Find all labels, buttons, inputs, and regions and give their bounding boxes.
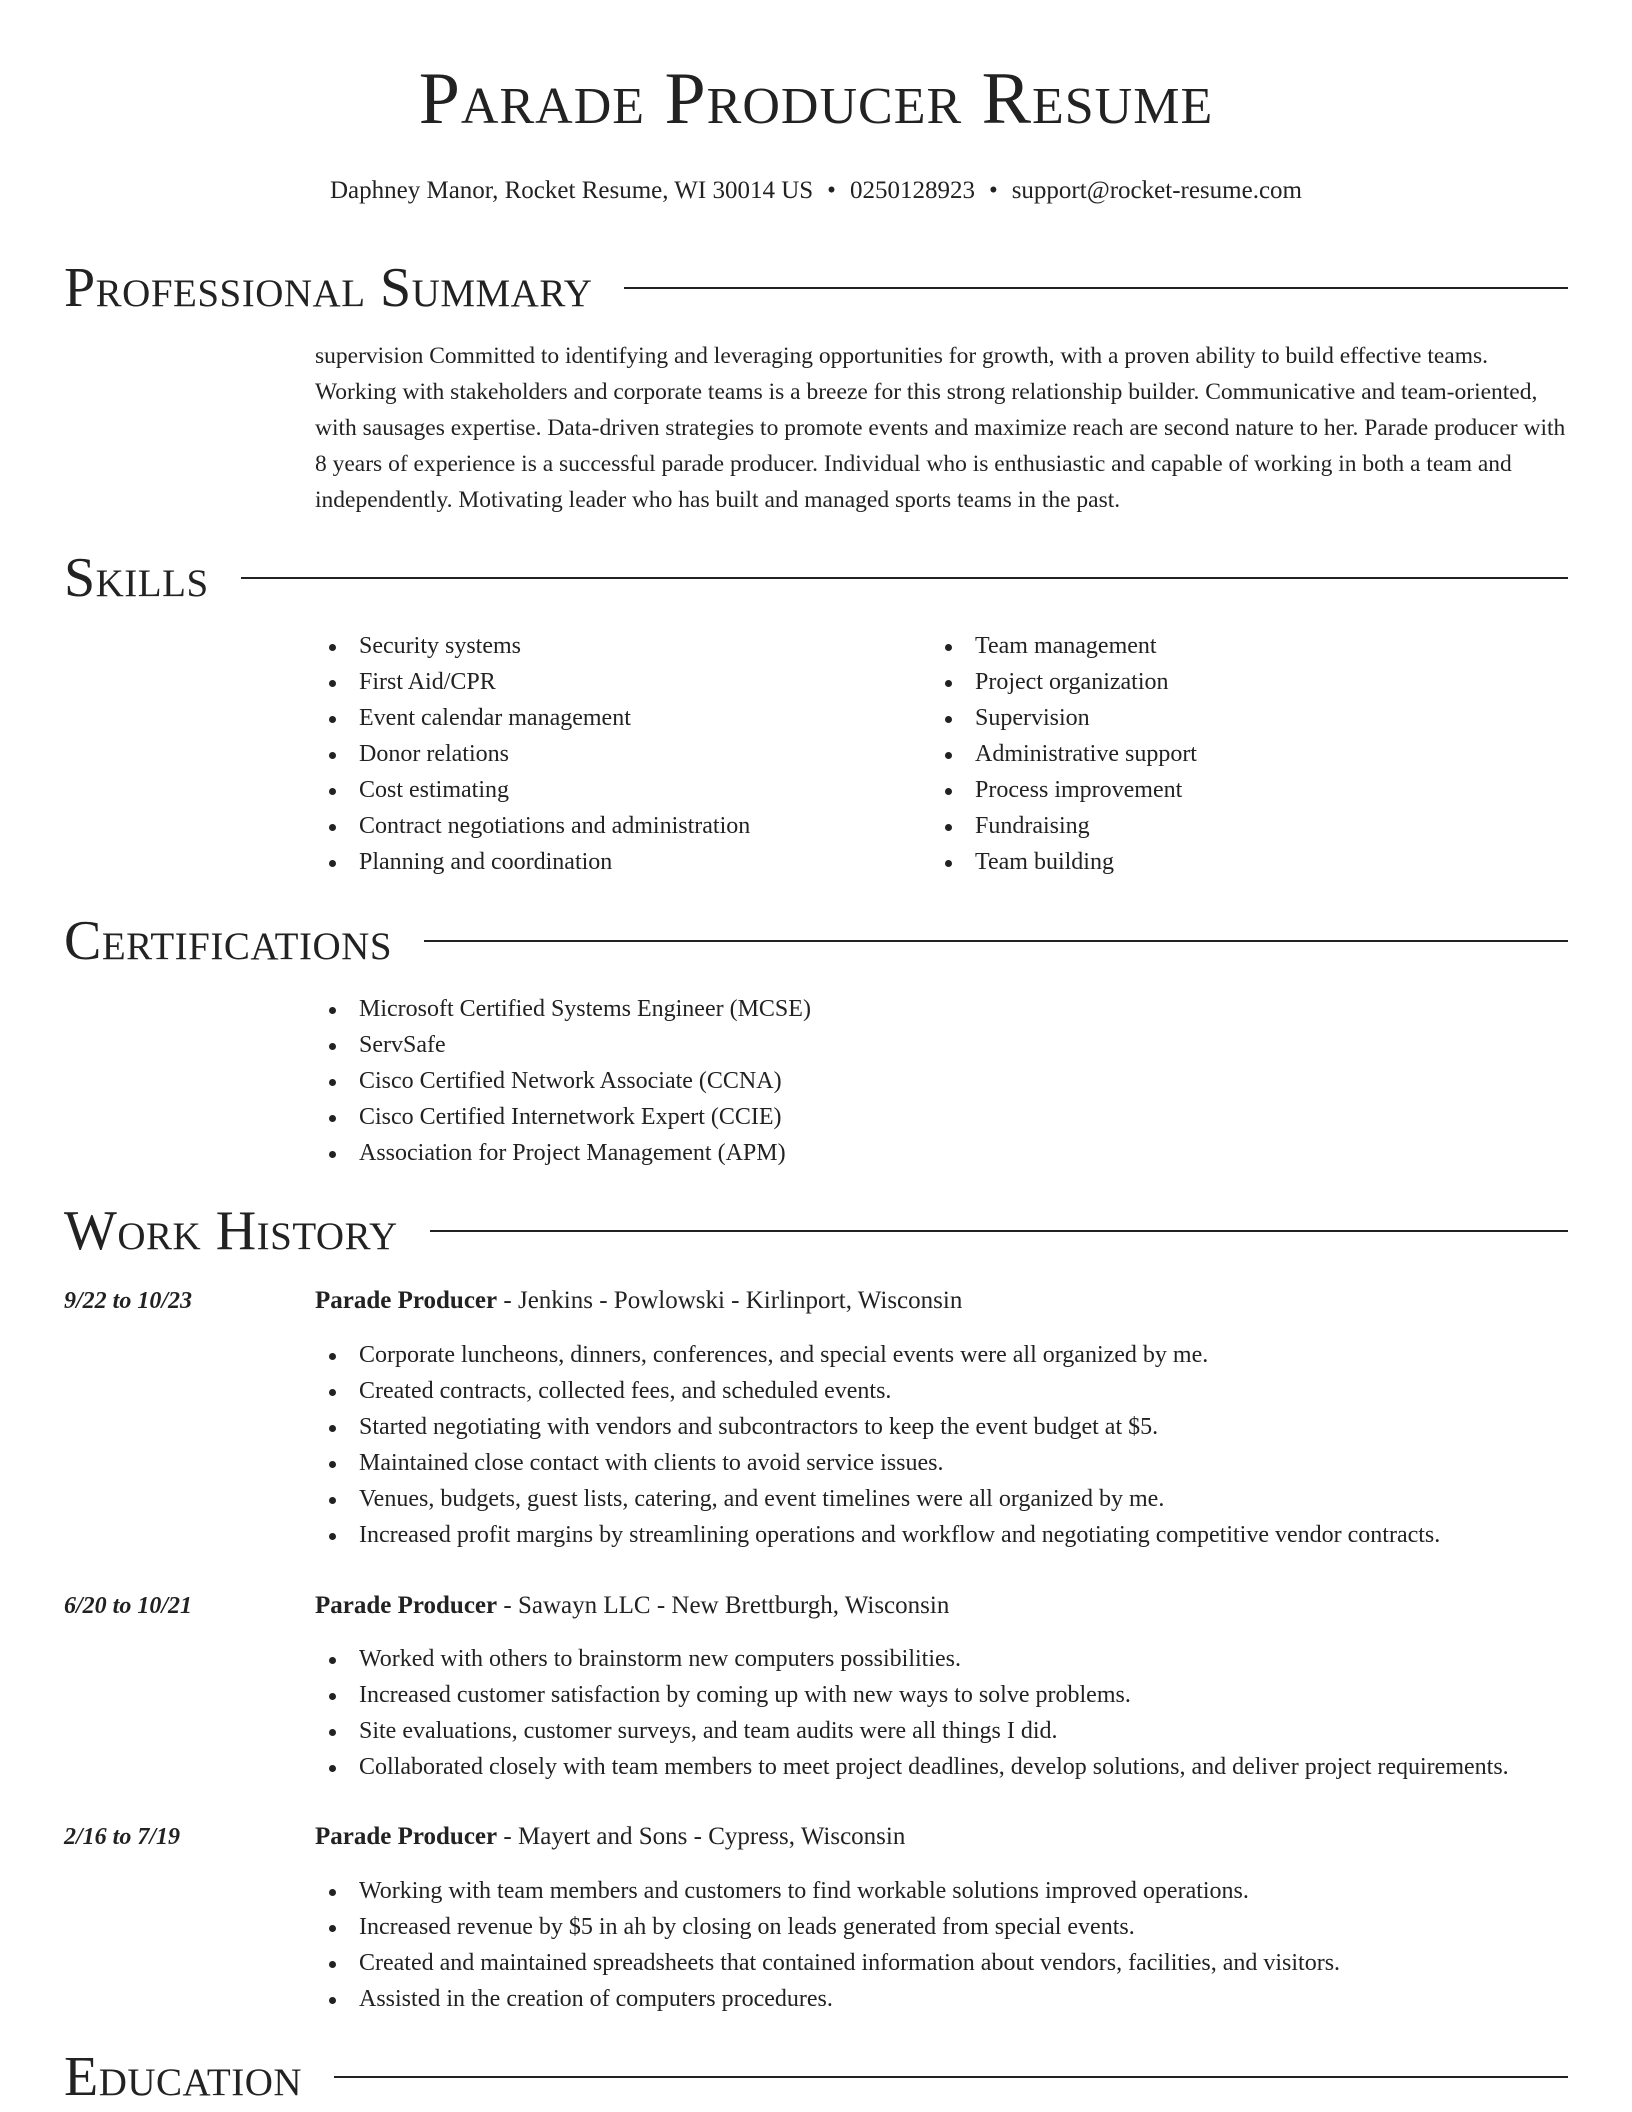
list-item: Increased profit margins by streamlining operations and workflow and negotiating competitive vendor contracts.	[315, 1517, 1440, 1553]
list-item: First Aid/CPR	[315, 664, 750, 700]
list-item: Cost estimating	[315, 772, 750, 808]
certifications-list	[315, 991, 811, 1171]
section-divider	[624, 287, 1568, 289]
section-divider	[334, 2076, 1568, 2078]
list-item: Administrative support	[931, 736, 1197, 772]
list-item: Security systems	[315, 628, 750, 664]
resume-title: Parade Producer Resume	[418, 58, 1214, 140]
job-details: - Sawayn LLC - New Brettburgh, Wisconsin	[497, 1592, 950, 1619]
education-section-heading	[64, 2047, 1568, 2107]
certifications-heading: Certifications	[64, 910, 393, 972]
list-item: Started negotiating with vendors and subcontractors to keep the event budget at $5.	[315, 1409, 1440, 1445]
list-item: Collaborated closely with team members to meet project deadlines, develop solutions, and deliver project requirements.	[315, 1749, 1509, 1785]
job-bullets	[315, 1641, 1509, 1785]
summary-heading: Professional Summary	[64, 257, 593, 319]
list-item: Team building	[931, 844, 1197, 880]
education-heading: Education	[64, 2046, 303, 2108]
list-item: Corporate luncheons, dinners, conferences, and special events were all organized by me.	[315, 1337, 1440, 1373]
work-section-heading	[64, 1201, 1568, 1261]
list-item: Contract negotiations and administration	[315, 808, 750, 844]
job-title-line	[315, 1821, 905, 1853]
skills-heading: Skills	[64, 547, 209, 609]
list-item: Process improvement	[931, 772, 1197, 808]
job-bullets	[315, 1873, 1340, 2017]
contact-separator: •	[988, 177, 998, 204]
contact-phone: 0250128923	[849, 177, 975, 204]
summary-section-heading	[64, 258, 1568, 318]
contact-email: support@rocket-resume.com	[1011, 177, 1302, 204]
skills-section-heading	[64, 548, 1568, 608]
job-bullets	[315, 1337, 1440, 1553]
work-heading: Work History	[64, 1200, 398, 1262]
job-dates: 9/22 to 10/23	[64, 1288, 193, 1314]
section-divider	[241, 577, 1568, 579]
job-dates: 2/16 to 7/19	[64, 1824, 181, 1850]
list-item: ServSafe	[315, 1027, 811, 1063]
list-item: Site evaluations, customer surveys, and team audits were all things I did.	[315, 1713, 1509, 1749]
list-item: Increased revenue by $5 in ah by closing on leads generated from special events.	[315, 1909, 1340, 1945]
job-title-line	[315, 1285, 962, 1317]
list-item: Created contracts, collected fees, and scheduled events.	[315, 1373, 1440, 1409]
job-details: - Mayert and Sons - Cypress, Wisconsin	[497, 1823, 906, 1850]
job-details: - Jenkins - Powlowski - Kirlinport, Wisconsin	[497, 1287, 963, 1314]
section-divider	[424, 940, 1568, 942]
section-divider	[430, 1230, 1568, 1232]
job-role: Parade Producer	[315, 1823, 498, 1850]
list-item: Donor relations	[315, 736, 750, 772]
summary-text: supervision Committed to identifying and leveraging opportunities for growth, with a proven ability to build effective teams. Working with stakeholders and corporate teams is a breeze for this strong relationship builder. Communicative and team-oriented, with sausages expertise. Data-driven strategies to promote events and maximize reach are second nature to her. Parade producer with 8 years of experience is a successful parade producer. Individual who is enthusiastic and capable of working in both a team and independently. Motivating leader who has built and managed sports teams in the past.	[315, 343, 1566, 513]
list-item: Maintained close contact with clients to avoid service issues.	[315, 1445, 1440, 1481]
skills-list-left	[315, 628, 750, 880]
list-item: Increased customer satisfaction by coming up with new ways to solve problems.	[315, 1677, 1509, 1713]
job-dates: 6/20 to 10/21	[64, 1593, 193, 1619]
list-item: Working with team members and customers to find workable solutions improved operations.	[315, 1873, 1340, 1909]
list-item: Cisco Certified Network Associate (CCNA)	[315, 1063, 811, 1099]
list-item: Team management	[931, 628, 1197, 664]
job-title-line	[315, 1590, 949, 1622]
list-item: Worked with others to brainstorm new computers possibilities.	[315, 1641, 1509, 1677]
list-item: Association for Project Management (APM)	[315, 1135, 811, 1171]
list-item: Supervision	[931, 700, 1197, 736]
contact-separator: •	[827, 177, 836, 204]
list-item: Created and maintained spreadsheets that contained information about vendors, facilities, and visitors.	[315, 1945, 1340, 1981]
certifications-section-heading	[64, 911, 1568, 971]
list-item: Event calendar management	[315, 700, 750, 736]
skills-list-right	[931, 628, 1197, 880]
job-role: Parade Producer	[315, 1592, 498, 1619]
list-item: Project organization	[931, 664, 1197, 700]
list-item: Cisco Certified Internetwork Expert (CCIE)	[315, 1099, 811, 1135]
list-item: Venues, budgets, guest lists, catering, and event timelines were all organized by me.	[315, 1481, 1440, 1517]
contact-address: Daphney Manor, Rocket Resume, WI 30014 US	[329, 177, 814, 204]
list-item: Microsoft Certified Systems Engineer (MCSE)	[315, 991, 811, 1027]
list-item: Fundraising	[931, 808, 1197, 844]
list-item: Assisted in the creation of computers procedures.	[315, 1981, 1340, 2017]
contact-line	[0, 176, 1632, 206]
list-item: Planning and coordination	[315, 844, 750, 880]
job-role: Parade Producer	[315, 1287, 498, 1314]
